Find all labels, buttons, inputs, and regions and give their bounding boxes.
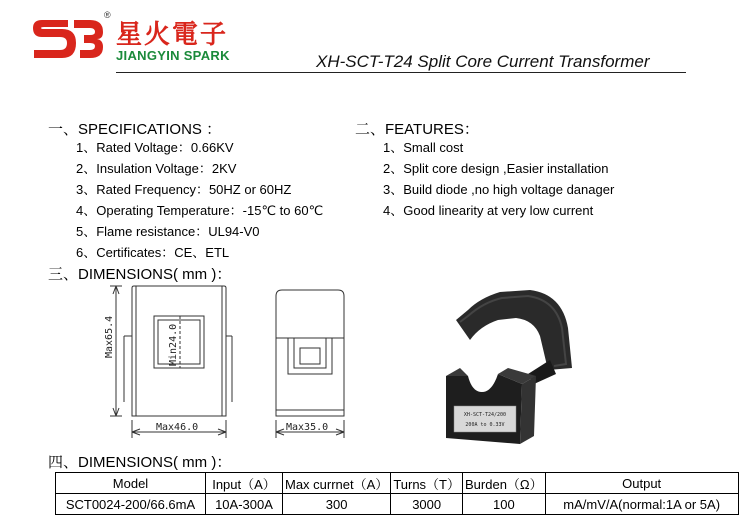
dimensions-table-heading: 四、DIMENSIONS( mm )： — [48, 454, 232, 471]
specifications-list — [76, 137, 323, 263]
model-spec-table — [55, 472, 739, 515]
height-dimension-label: Max65.4 — [104, 315, 115, 358]
brand-name-chinese: 星火電子 — [116, 20, 229, 50]
title-underline — [116, 72, 686, 73]
feature-item: 4、Good linearity at very low current — [383, 203, 594, 218]
brand-name-english: JIANGYIN SPARK — [116, 48, 230, 63]
specifications-heading: 一、SPECIFICATIONS ： — [48, 121, 222, 138]
registered-mark: ® — [104, 10, 111, 20]
width-dimension-label: Max46.0 — [156, 422, 199, 433]
front-view-drawing — [100, 282, 245, 442]
features-heading: 二、FEATURES： — [355, 121, 479, 138]
feature-item: 2、Split core design ,Easier installation — [383, 161, 609, 176]
product-photo — [438, 288, 588, 448]
column-header: Input（A） — [206, 473, 283, 494]
column-header: Max currnet（A） — [283, 473, 391, 494]
feature-item: 3、Build diode ,no high voltage danager — [383, 182, 615, 197]
table-cell: 3000 — [391, 494, 463, 515]
spec-item: 4、Operating Temperature：-15℃ to 60℃ — [76, 203, 324, 218]
table-cell: mA/mV/A(normal:1A or 5A) — [545, 494, 738, 515]
column-header: Output — [545, 473, 738, 494]
column-header: Turns（T） — [391, 473, 463, 494]
window-dimension-label: Min24.0 — [168, 323, 179, 366]
side-view-drawing — [268, 282, 358, 442]
table-header-row — [56, 473, 739, 494]
spec-item: 2、Insulation Voltage：2KV — [76, 161, 237, 176]
table-cell: 300 — [283, 494, 391, 515]
document-title: XH-SCT-T24 Split Core Current Transformer — [316, 52, 650, 71]
depth-dimension-label: Max35.0 — [286, 422, 329, 433]
table-cell: 10A-300A — [206, 494, 283, 515]
table-row — [56, 494, 739, 515]
features-list — [383, 137, 614, 221]
table-cell: SCT0024-200/66.6mA — [56, 494, 206, 515]
table-cell: 100 — [463, 494, 546, 515]
spec-item: 1、Rated Voltage：0.66KV — [76, 140, 234, 155]
feature-item: 1、Small cost — [383, 140, 464, 155]
column-header: Burden（Ω） — [463, 473, 546, 494]
product-label-line2: 200A to 0.33V — [465, 422, 505, 428]
column-header: Model — [56, 473, 206, 494]
spec-item: 6、Certificates：CE、ETL — [76, 245, 230, 260]
product-label-line1: XH-SCT-T24/200 — [463, 412, 507, 418]
dimensions-drawing-heading: 三、DIMENSIONS( mm )： — [48, 266, 232, 283]
spec-item: 3、Rated Frequency：50HZ or 60HZ — [76, 182, 292, 197]
company-logo — [30, 16, 106, 62]
spec-item: 5、Flame resistance：UL94-V0 — [76, 224, 260, 239]
